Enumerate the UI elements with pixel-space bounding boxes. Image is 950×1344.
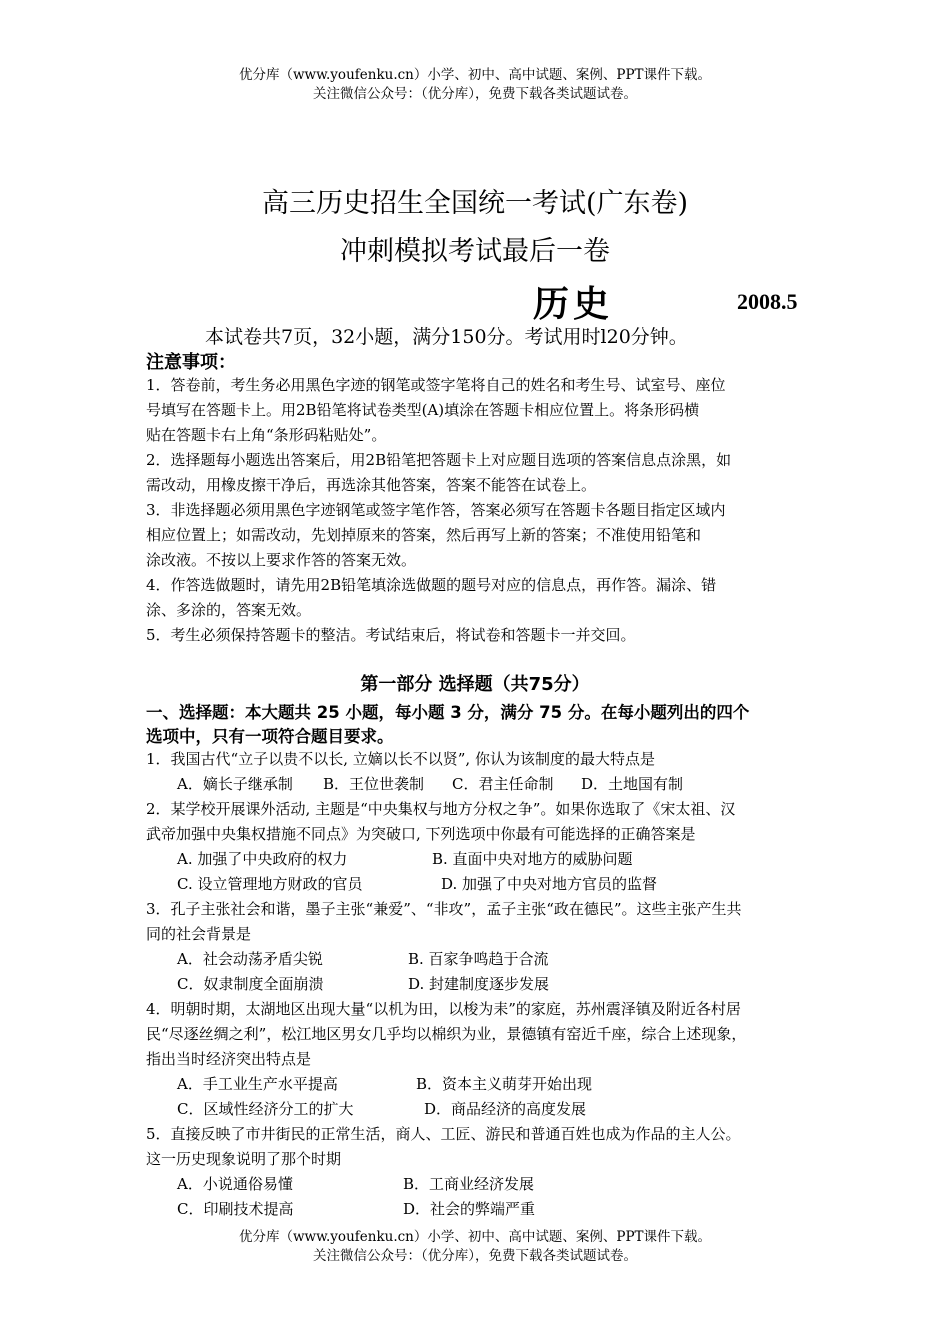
question-5-option-d: D．社会的弊端严重	[403, 1200, 536, 1218]
question-1-stem: 1．我国古代“立子以贵不以长, 立嫡以长不以贤”, 你认为该制度的最大特点是	[146, 750, 655, 768]
page-footer	[0, 1228, 950, 1266]
section-title: 第一部分 选择题（共75分）	[360, 674, 590, 695]
notice-line: 4．作答选做题时，请先用2B铅笔填涂选做题的题号对应的信息点，再作答。漏涂、错	[146, 576, 717, 594]
question-1-option-c: C．君主任命制	[452, 775, 554, 793]
notice-heading: 注意事项：	[146, 352, 236, 373]
question-2-stem: 2．某学校开展课外活动, 主题是“中央集权与地方分权之争”。如果你选取了《宋太祖、汉	[146, 800, 736, 818]
question-5-option-b: B．工商业经济发展	[403, 1175, 535, 1193]
notice-line: 贴在答题卡右上角“条形码粘贴处”。	[146, 426, 387, 444]
question-1-option-b: B．王位世袭制	[323, 775, 425, 793]
notice-line: 涂改液。不按以上要求作答的答案无效。	[146, 551, 417, 569]
notice-line: 1．答卷前，考生务必用黑色字迹的钢笔或签字笔将自己的姓名和考生号、试室号、座位	[146, 376, 726, 394]
question-4-stem: 指出当时经济突出特点是	[146, 1050, 312, 1068]
question-2-option-b: B. 直面中央对地方的威胁问题	[432, 850, 633, 868]
header-line-2: 关注微信公众号：（优分库），免费下载各类试题试卷。	[313, 86, 637, 102]
question-2-stem: 武帝加强中央集权措施不同点》为突破口, 下列选项中你最有可能选择的正确答案是	[146, 825, 696, 843]
notice-line: 需改动，用橡皮擦干净后，再选涂其他答案，答案不能答在试卷上。	[146, 476, 597, 494]
question-5-option-c: C．印刷技术提高	[177, 1200, 294, 1218]
question-3-stem: 3．孔子主张社会和谐，墨子主张“兼爱”、“非攻”，孟子主张“政在德民”。这些主张产生共	[146, 900, 742, 918]
question-4-stem: 民“尽逐丝绸之利”，松江地区男女几乎均以棉织为业，景德镇有窑近千座，综合上述现象，	[146, 1025, 747, 1043]
question-5-stem: 5．直接反映了市井街民的正常生活，商人、工匠、游民和普通百姓也成为作品的主人公。	[146, 1125, 741, 1143]
notice-line: 2．选择题每小题选出答案后，用2B铅笔把答题卡上对应题目选项的答案信息点涂黑，如	[146, 451, 732, 469]
question-2-option-d: D. 加强了中央对地方官员的监督	[441, 875, 658, 893]
notice-line: 号填写在答题卡上。用2B铅笔将试卷类型(A)填涂在答题卡相应位置上。将条形码横	[146, 401, 700, 419]
exam-title: 高三历史招生全国统一考试(广东卷)	[261, 188, 689, 219]
section-instruction: 选项中，只有一项符合题目要求。	[146, 727, 394, 746]
notice-line: 相应位置上；如需改动，先划掉原来的答案，然后再写上新的答案；不准使用铅笔和	[146, 526, 702, 544]
question-4-option-d: D．商品经济的高度发展	[424, 1100, 587, 1118]
question-3-option-d: D. 封建制度逐步发展	[408, 975, 550, 993]
exam-info: 本试卷共7页，32小题，满分150分。考试用时l20分钟。	[205, 326, 688, 348]
footer-line-1: 优分库（www.youfenku.cn）小学、初中、高中试题、案例、PPT课件下载。	[238, 1229, 712, 1245]
question-4-option-b: B．资本主义萌芽开始出现	[416, 1075, 593, 1093]
exam-date: 2008.5	[737, 289, 798, 314]
question-3-option-a: A．社会动荡矛盾尖锐	[177, 950, 323, 968]
section-instruction: 一、选择题：本大题共 25 小题，每小题 3 分，满分 75 分。在每小题列出的四个	[146, 703, 750, 722]
notice-line: 5．考生必须保持答题卡的整洁。考试结束后，将试卷和答题卡一并交回。	[146, 626, 636, 644]
notice-line: 3．非选择题必须用黑色字迹钢笔或签字笔作答，答案必须写在答题卡各题目指定区域内	[146, 501, 726, 519]
subject-heading: 历史	[533, 284, 614, 325]
header-line-1: 优分库（www.youfenku.cn）小学、初中、高中试题、案例、PPT课件下载。	[238, 67, 712, 83]
footer-line-2: 关注微信公众号：（优分库），免费下载各类试题试卷。	[313, 1248, 637, 1264]
question-1-option-d: D．土地国有制	[581, 775, 684, 793]
question-1-option-a: A．嫡长子继承制	[177, 775, 293, 793]
question-5-option-a: A．小说通俗易懂	[177, 1175, 293, 1193]
question-4-option-a: A．手工业生产水平提高	[177, 1075, 338, 1093]
question-4-option-c: C．区域性经济分工的扩大	[177, 1100, 354, 1118]
question-2-option-a: A. 加强了中央政府的权力	[177, 850, 348, 868]
exam-subtitle: 冲刺模拟考试最后一卷	[340, 236, 610, 267]
question-3-option-c: C．奴隶制度全面崩溃	[177, 975, 324, 993]
page-header	[0, 66, 950, 104]
question-5-stem: 这一历史现象说明了那个时期	[146, 1150, 342, 1168]
question-4-stem: 4．明朝时期，太湖地区出现大量“以机为田，以梭为耒”的家庭，苏州震泽镇及附近各村居	[146, 1000, 741, 1018]
question-3-stem: 同的社会背景是	[146, 925, 252, 943]
notice-line: 涂、多涂的，答案无效。	[146, 601, 312, 619]
question-3-option-b: B. 百家争鸣趋于合流	[408, 950, 549, 968]
question-2-option-c: C. 设立管理地方财政的官员	[177, 875, 363, 893]
